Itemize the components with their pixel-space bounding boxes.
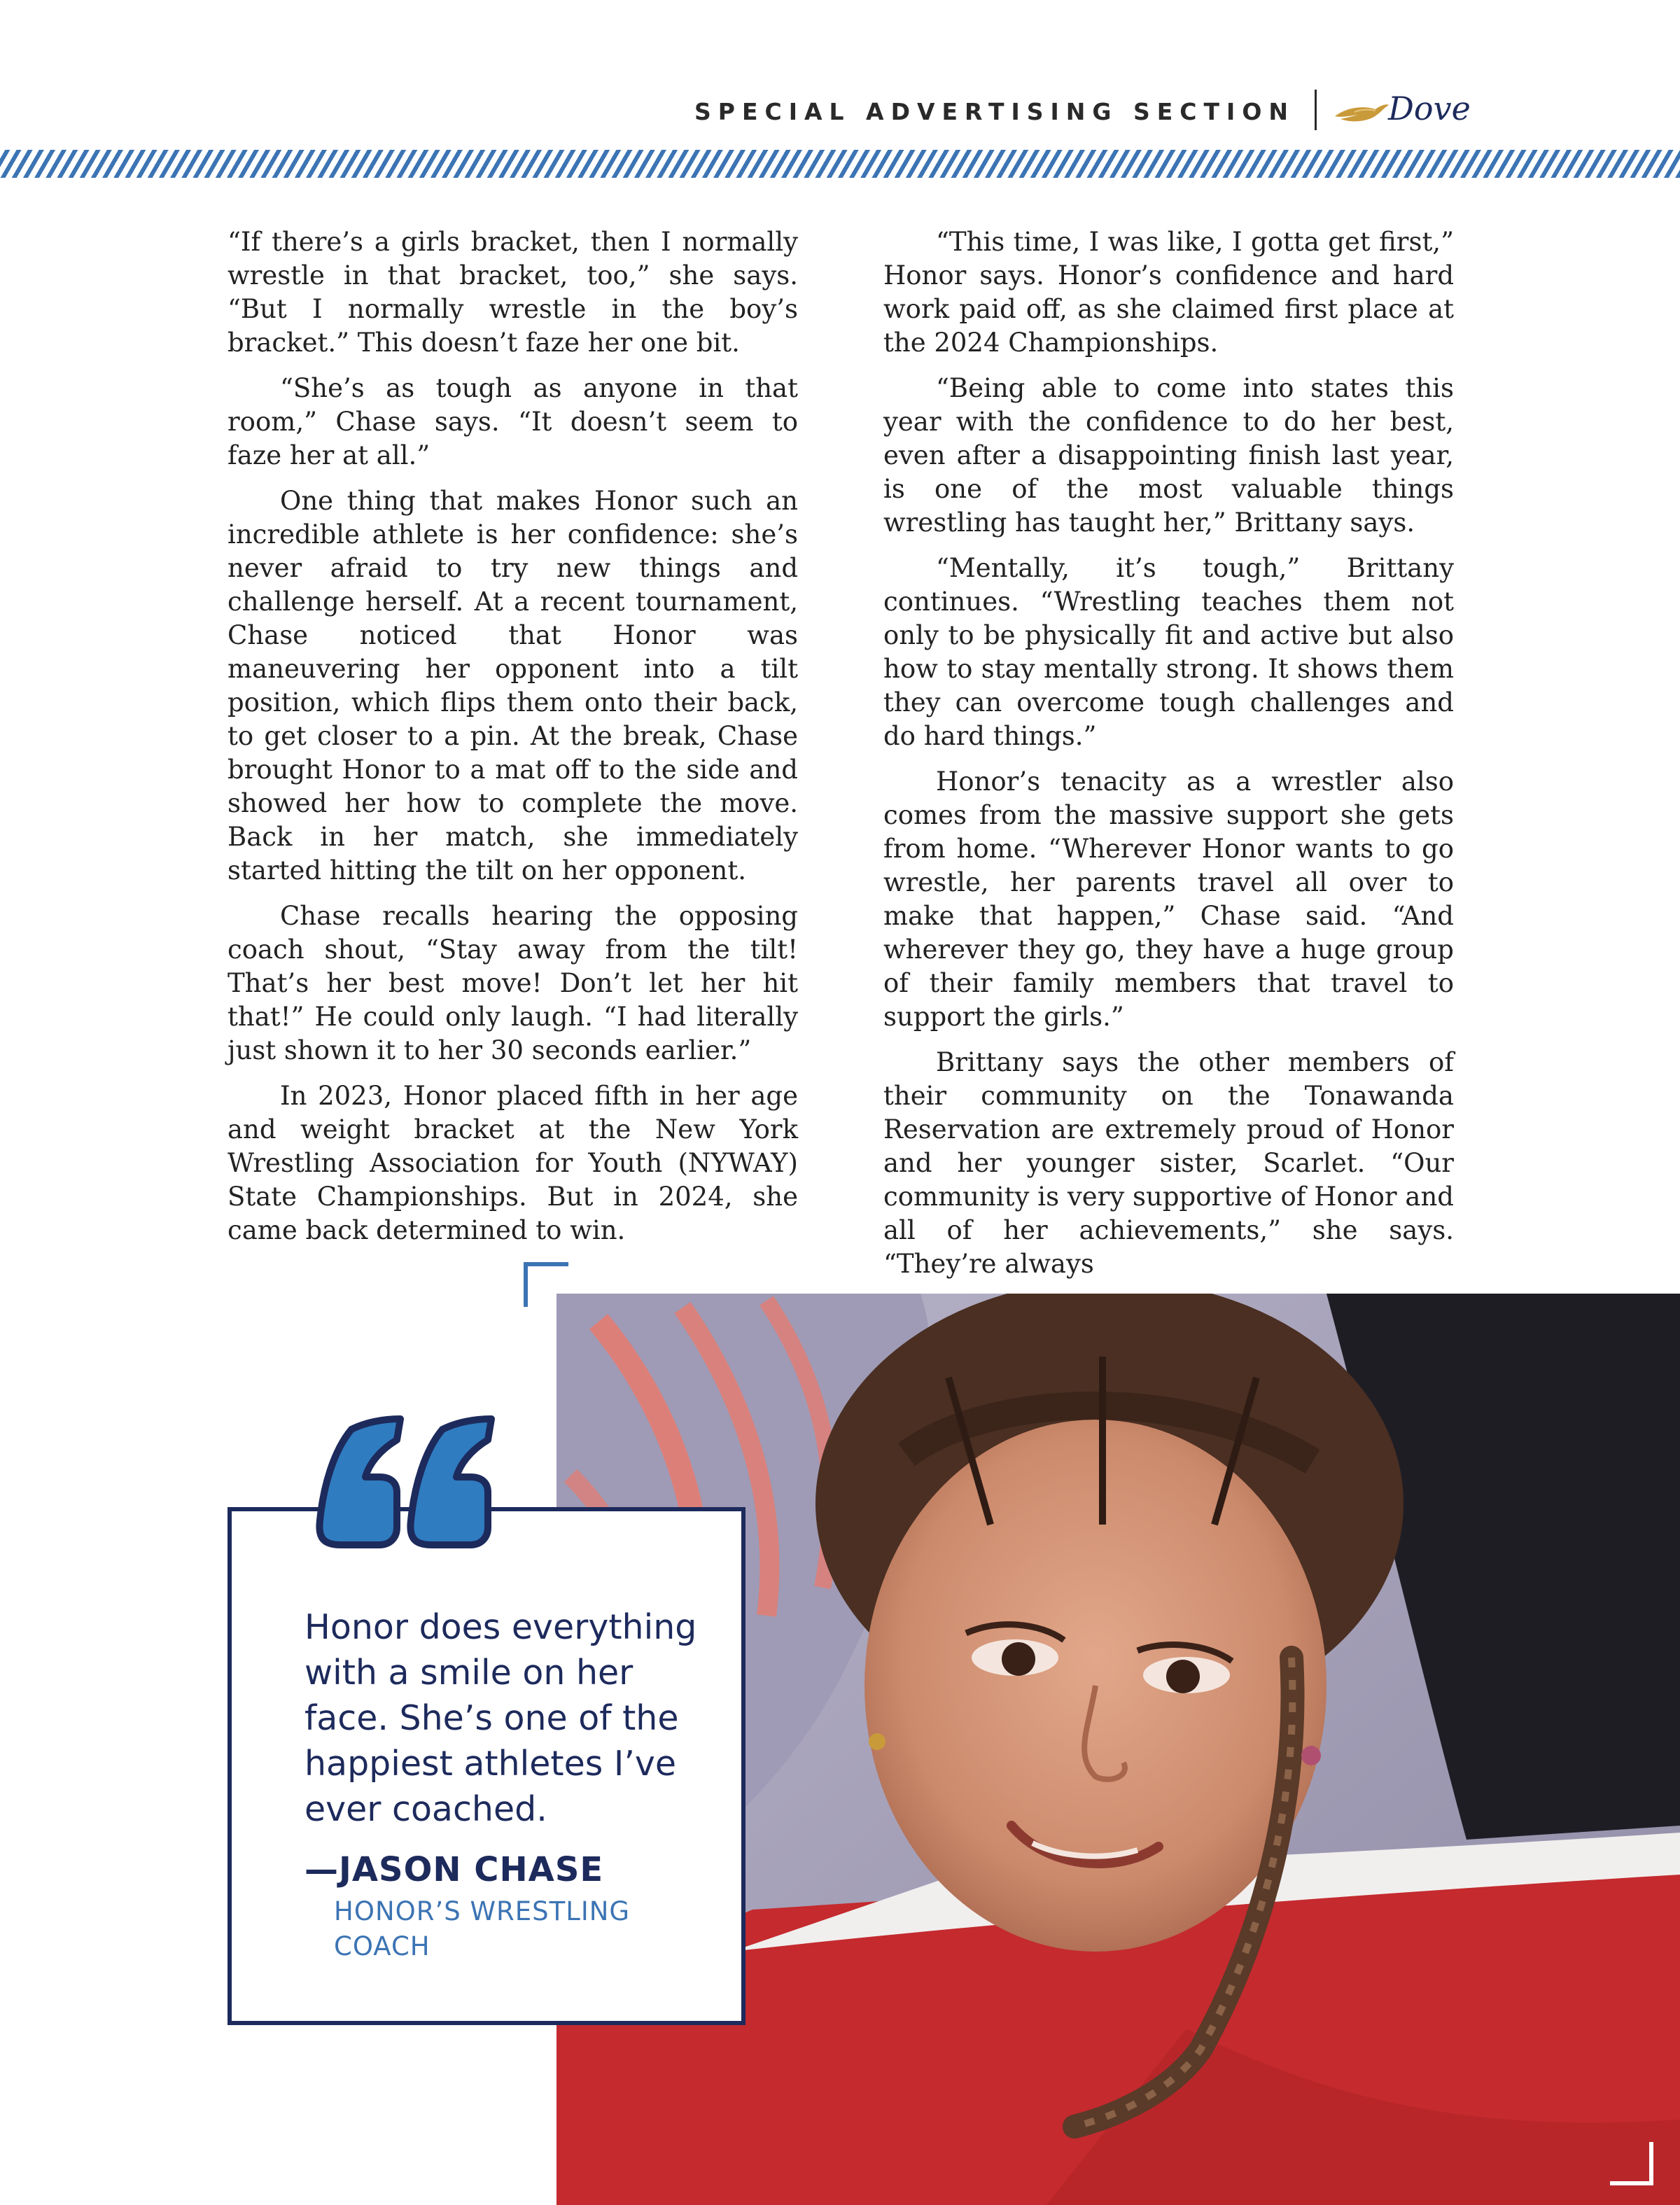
pull-quote-role: HONOR’S WRESTLING COACH (334, 1896, 631, 1961)
quotation-mark-icon (302, 1408, 507, 1562)
pull-quote-text: Honor does everything with a smile on her face. She’s one of the happiest athletes I’ve ever coached. (304, 1607, 697, 1829)
paragraph: Chase recalls hearing the opposing coach shout, “Stay away from the tilt! That’s her best move! Don’t let her hit that!” He could only laugh. “I had literally just shown it to her 30 seconds earlier.” (227, 901, 798, 1065)
pull-quote-attribution: —JASON CHASE (304, 1850, 604, 1889)
paragraph: Brittany says the other members of their community on the Tonawanda Reservation are extremely proud of Honor and her younger sister, Scarlet. “Our community is very supportive of Honor and all of her achievements,” she says. “They’re always (883, 1047, 1454, 1279)
dove-logo (1334, 90, 1471, 132)
paragraph: “If there’s a girls bracket, then I normally wrestle in that bracket, too,” she says. “But I normally wrestle in the boy’s bracket.” This doesn’t faze her one bit. (227, 227, 798, 358)
paragraph: In 2023, Honor placed fifth in her age and weight bracket at the New York Wrestling Association for Youth (NYWAY) State Championships. But in 2024, she came back determined to win. (227, 1081, 798, 1245)
paragraph: “Being able to come into states this year with the confidence to do her best, even after a disappointing finish last year, is one of the most valuable things wrestling has taught her,” Brittany says. (883, 373, 1454, 538)
dove-bird-icon (1334, 95, 1390, 130)
article-left-column (227, 225, 798, 1259)
paragraph: “Mentally, it’s tough,” Brittany continues. “Wrestling teaches them not only to be physically fit and active but also how to stay mentally strong. It shows them they can overcome tough challenges and do hard things.” (883, 553, 1454, 751)
photo-corner-bracket-bottom (1610, 2142, 1653, 2185)
paragraph: “This time, I was like, I gotta get first,” Honor says. Honor’s confidence and hard work paid off, as she claimed first place at the 2024 Championships. (883, 227, 1454, 358)
header-divider (1315, 90, 1317, 130)
paragraph: “She’s as tough as anyone in that room,” Chase says. “It doesn’t seem to faze her at all.” (227, 373, 798, 470)
article-right-column (883, 225, 1454, 1293)
stripe-band (0, 150, 1680, 178)
dove-wordmark: Dove (1388, 90, 1471, 127)
page-header (0, 90, 1680, 139)
paragraph: One thing that makes Honor such an incredible athlete is her confidence: she’s never afraid to try new things and challenge herself. At a recent tournament, Chase noticed that Honor was maneuvering her opponent into a tilt position, which flips them onto their back, to get closer to a pin. At the break, Chase brought Honor to a mat off to the side and showed her how to complete the move. Back in her match, she immediately started hitting the tilt on her opponent. (227, 486, 798, 886)
paragraph: Honor’s tenacity as a wrestler also comes from the massive support she gets from home. “Wherever Honor wants to go wrestle, her parents travel all over to make that happen,” Chase said. “And wherever they go, they have a huge group of their family members that travel to support the girls.” (883, 766, 1454, 1032)
section-label: SPECIAL ADVERTISING SECTION (694, 98, 1295, 125)
